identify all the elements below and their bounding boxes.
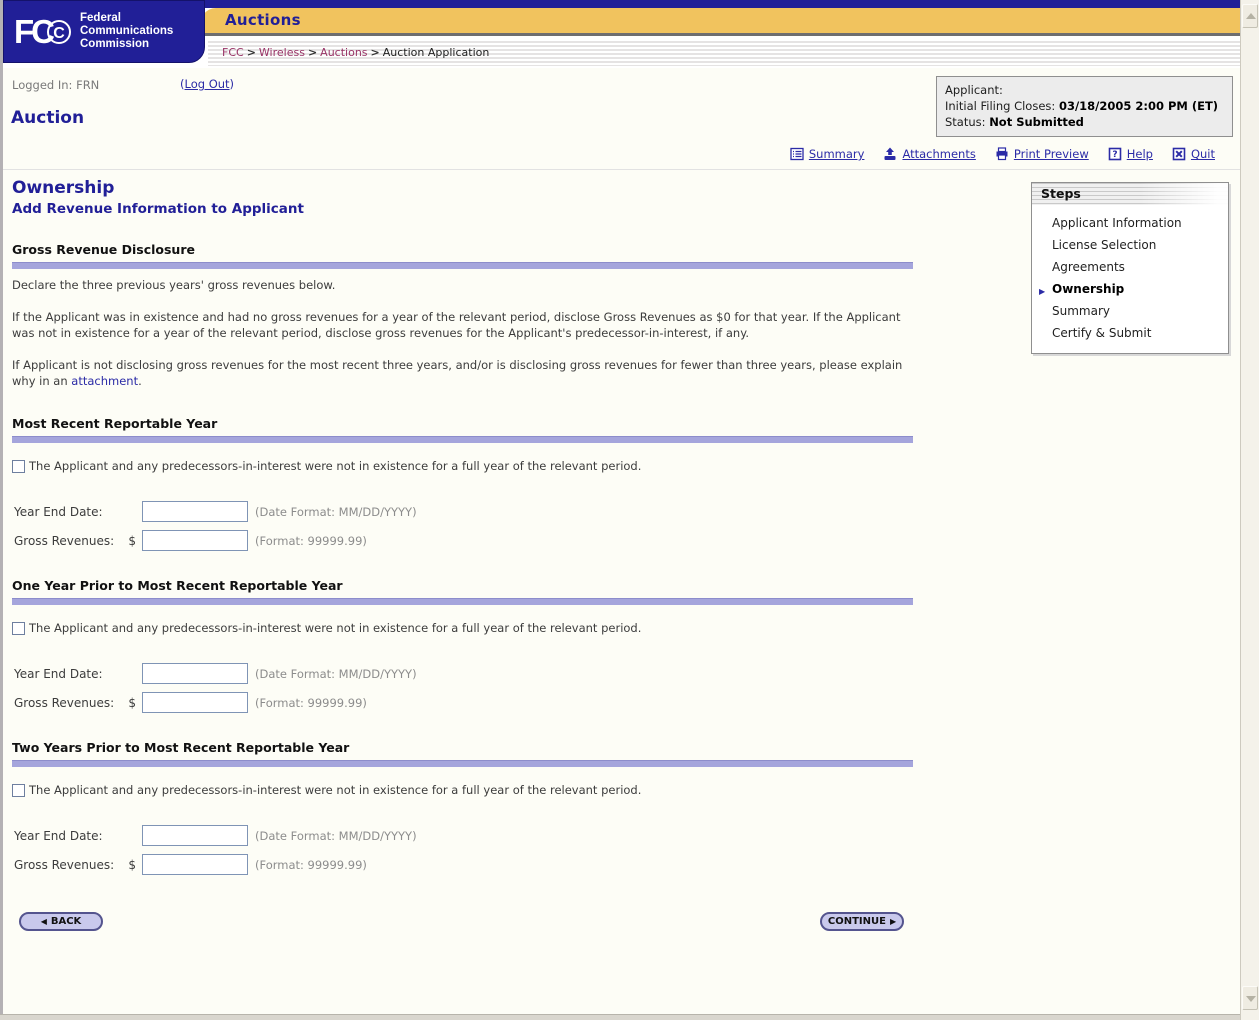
paragraph-3-period: . (138, 374, 142, 388)
date-format-hint: (Date Format: MM/DD/YYYY) (255, 828, 417, 843)
gross-revenues-input-2[interactable] (142, 692, 248, 713)
logout-link[interactable]: Log Out (184, 77, 230, 91)
step-ownership-label: Ownership (1052, 282, 1125, 296)
filing-closes-value: 03/18/2005 2:00 PM (ET) (1058, 99, 1219, 113)
scrollbar-up-button[interactable] (1242, 4, 1258, 28)
gross-revenues-label: Gross Revenues: (14, 695, 115, 710)
section-heading: Most Recent Reportable Year (12, 416, 218, 431)
gross-revenues-input-3[interactable] (142, 854, 248, 875)
gross-revenues-label: Gross Revenues: (14, 533, 115, 548)
attachments-link[interactable] (883, 147, 975, 161)
revenue-format-hint: (Format: 99999.99) (255, 695, 367, 710)
year-end-date-label: Year End Date: (14, 504, 103, 519)
breadcrumb-separator: > (246, 46, 256, 59)
disclosure-paragraph-2: If the Applicant was in existence and had no gross revenues for a year of the relevant period, disclose Gross Revenues as $0 for that year. If the Applicant was not in existence for a year of the relevant period, disclose gross revenues for the Applicant's predecessor-in-interest, if any. (12, 310, 901, 340)
back-arrow-icon: ◀ (40, 916, 47, 926)
gross-revenues-label: Gross Revenues: (14, 857, 115, 872)
header-gold-bar (198, 8, 1240, 36)
section-heading: Two Years Prior to Most Recent Reportable Year (12, 740, 350, 755)
section-divider-bar (12, 760, 913, 767)
not-in-existence-checkbox-2[interactable] (12, 622, 25, 635)
currency-symbol: $ (128, 695, 136, 710)
date-format-hint: (Date Format: MM/DD/YYYY) (255, 504, 417, 519)
header-navy-strip (183, 0, 1240, 8)
applicant-title: Applicant: (945, 83, 1003, 97)
step-applicant-information[interactable]: Applicant Information (1052, 216, 1182, 230)
step-ownership-active[interactable] (1032, 278, 1228, 300)
chevron-down-icon (1246, 996, 1256, 1002)
breadcrumb-current: Auction Application (382, 46, 490, 59)
active-step-arrow-icon: ▶ (1039, 287, 1046, 296)
checkbox-label: The Applicant and any predecessors-in-interest were not in existence for a full year of the relevant period. (29, 783, 642, 797)
app-title: Auctions (225, 11, 301, 29)
disclosure-paragraph-1: Declare the three previous years' gross revenues below. (12, 278, 336, 292)
checkbox-label: The Applicant and any predecessors-in-interest were not in existence for a full year of the relevant period. (29, 459, 642, 473)
status-value: Not Submitted (989, 115, 1084, 129)
year-end-date-label: Year End Date: (14, 666, 103, 681)
section-divider-bar (12, 262, 913, 269)
breadcrumb-separator: > (370, 46, 380, 59)
year-end-date-input-1[interactable] (142, 501, 248, 522)
window-frame-left (0, 0, 3, 1020)
year-end-date-input-3[interactable] (142, 825, 248, 846)
back-button[interactable] (19, 912, 103, 931)
page-header (3, 0, 1240, 68)
status-label: Status: (945, 115, 986, 129)
logout (180, 77, 234, 91)
continue-button-label: CONTINUE (827, 916, 886, 927)
checkbox-label: The Applicant and any predecessors-in-interest were not in existence for a full year of the relevant period. (29, 621, 642, 635)
breadcrumb-link-auctions[interactable]: Auctions (320, 46, 368, 59)
step-agreements[interactable]: Agreements (1052, 260, 1125, 274)
steps-list (1032, 205, 1228, 353)
gross-revenue-disclosure-heading: Gross Revenue Disclosure (12, 242, 195, 257)
paragraph-3-text: If Applicant is not disclosing gross revenues for the most recent three years, and/or is disclosing gross revenues for fewer than three years, please explain why in an (12, 358, 903, 388)
disclosure-paragraph-3 (12, 357, 913, 389)
summary-link[interactable] (790, 147, 865, 161)
ownership-title: Ownership (12, 178, 115, 198)
back-button-label: BACK (50, 916, 82, 927)
summary-label: Summary (808, 147, 865, 161)
section-one-year-prior (12, 578, 913, 713)
steps-panel (1031, 182, 1229, 354)
vertical-scrollbar[interactable] (1240, 0, 1259, 1020)
revenue-format-hint: (Format: 99999.99) (255, 533, 367, 548)
quit-link[interactable] (1172, 147, 1215, 161)
main-content (12, 178, 913, 875)
steps-header: Steps (1032, 183, 1228, 205)
year-end-date-input-2[interactable] (142, 663, 248, 684)
logo-line-2: Communications (80, 25, 174, 37)
date-format-hint: (Date Format: MM/DD/YYYY) (255, 666, 417, 681)
quit-label: Quit (1190, 147, 1215, 161)
year-end-date-label: Year End Date: (14, 828, 103, 843)
fcc-logo (3, 0, 205, 63)
not-in-existence-checkbox-3[interactable] (12, 784, 25, 797)
section-most-recent-year (12, 416, 913, 551)
section-divider-bar (12, 436, 913, 443)
section-two-years-prior (12, 740, 913, 875)
currency-symbol: $ (128, 533, 136, 548)
logo-line-3: Commission (80, 38, 150, 50)
toolbar (790, 147, 1215, 161)
summary-icon (790, 147, 804, 161)
continue-button[interactable] (820, 912, 904, 931)
logo-line-1: Federal (80, 12, 121, 24)
logout-paren-open: ( (180, 77, 185, 91)
section-heading: One Year Prior to Most Recent Reportable Year (12, 578, 343, 593)
section-divider-bar (12, 598, 913, 605)
svg-text:?: ? (1112, 150, 1118, 161)
ownership-subtitle: Add Revenue Information to Applicant (12, 201, 304, 217)
fcc-logo-mark (14, 13, 72, 51)
attachments-label: Attachments (902, 147, 976, 161)
svg-text:FC: FC (14, 12, 52, 50)
chevron-up-icon (1246, 13, 1256, 19)
help-link[interactable] (1108, 147, 1153, 161)
svg-text:C: C (53, 24, 65, 42)
print-preview-icon (995, 147, 1009, 161)
help-label: Help (1126, 147, 1153, 161)
toolbar-divider (3, 169, 1240, 170)
step-summary[interactable]: Summary (1052, 304, 1110, 318)
attachment-link[interactable]: attachment (71, 374, 139, 388)
gross-revenues-input-1[interactable] (142, 530, 248, 551)
print-preview-label: Print Preview (1013, 147, 1089, 161)
help-icon (1108, 147, 1122, 161)
logout-paren-close: ) (229, 77, 235, 91)
breadcrumb (208, 39, 1240, 66)
scrollbar-down-button[interactable] (1242, 986, 1258, 1010)
window-frame-bottom (0, 1014, 1259, 1020)
breadcrumb-link-fcc[interactable]: FCC (222, 46, 244, 59)
step-certify-submit[interactable]: Certify & Submit (1052, 326, 1152, 340)
filing-closes-label: Initial Filing Closes: (945, 99, 1056, 113)
applicant-info-box (936, 76, 1233, 137)
not-in-existence-checkbox-1[interactable] (12, 460, 25, 473)
revenue-format-hint: (Format: 99999.99) (255, 857, 367, 872)
breadcrumb-link-wireless[interactable]: Wireless (258, 46, 305, 59)
print-preview-link[interactable] (995, 147, 1089, 161)
quit-icon (1172, 147, 1186, 161)
currency-symbol: $ (128, 857, 136, 872)
step-license-selection[interactable]: License Selection (1052, 238, 1157, 252)
attachments-icon (883, 147, 897, 161)
breadcrumb-separator: > (307, 46, 318, 59)
logged-in-label: Logged In: FRN (12, 78, 100, 92)
page-title: Auction (11, 108, 85, 128)
continue-arrow-icon: ▶ (889, 916, 897, 926)
